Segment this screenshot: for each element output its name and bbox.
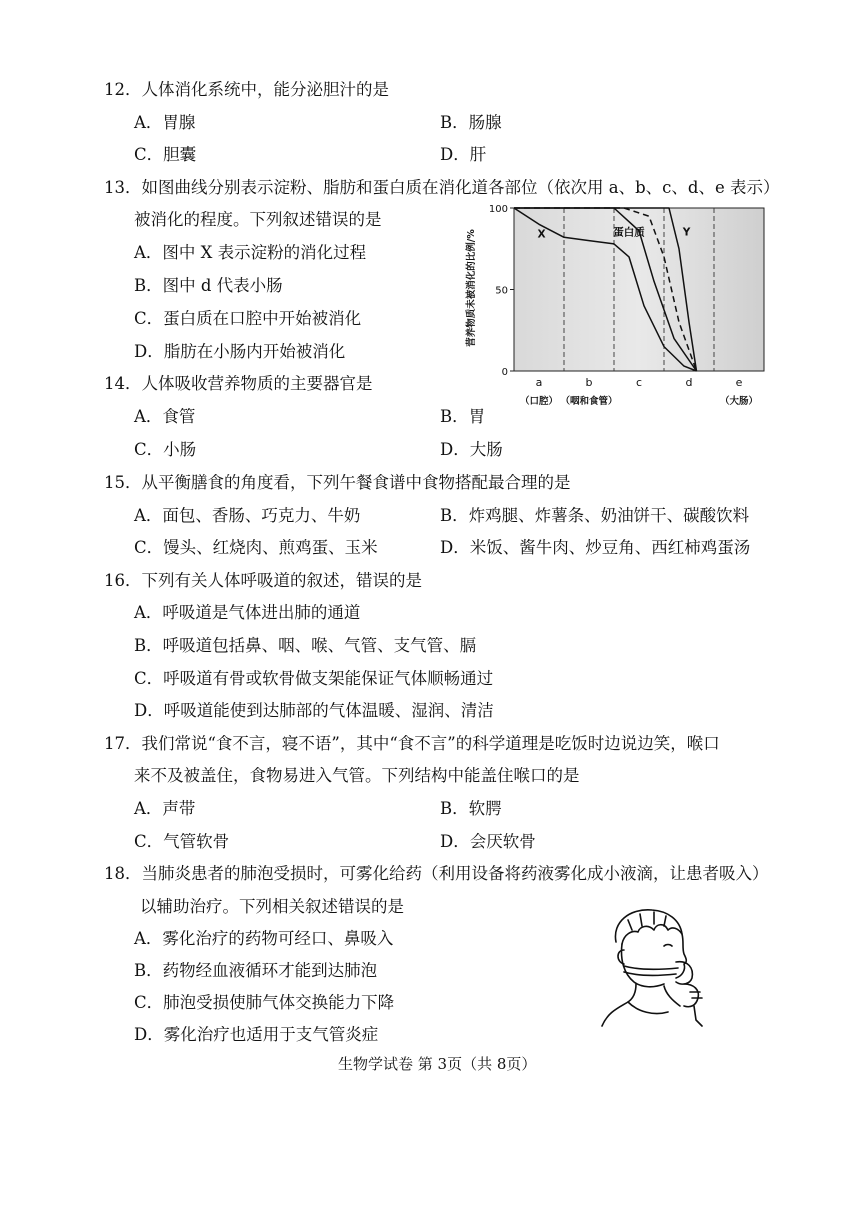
question-14-stem: 14．人体吸收营养物质的主要器官是	[104, 374, 373, 393]
question-17-stem-line1: 17．我们常说“食不言，寝不语”，其中“食不言”的科学道理是吃饭时边说边笑，喉口	[104, 734, 720, 753]
question-15-stem: 15．从平衡膳食的角度看，下列午餐食谱中食物搭配最合理的是	[104, 473, 571, 492]
y-tick-label: 0	[501, 367, 508, 378]
question-12-stem: 12．人体消化系统中，能分泌胆汁的是	[104, 80, 389, 99]
question-17-option-c[interactable]: C．气管软骨	[134, 832, 230, 851]
question-18-stem-line2: 以辅助治疗。下列相关叙述错误的是	[140, 897, 404, 916]
region-label: （咽和食管）	[560, 396, 618, 407]
question-14-option-d[interactable]: D．大肠	[440, 440, 503, 459]
question-18-option-a[interactable]: A．雾化治疗的药物可经口、鼻吸入	[134, 929, 394, 948]
question-13-option-d[interactable]: D．脂肪在小肠内开始被消化	[134, 342, 346, 361]
question-16-option-c[interactable]: C．呼吸道有骨或软骨做支架能保证气体顺畅通过	[134, 669, 494, 688]
question-15-option-d[interactable]: D．米饭、酱牛肉、炒豆角、西红柿鸡蛋汤	[440, 538, 751, 557]
page-footer: 生物学试卷 第 3页（共 8页）	[338, 1055, 537, 1073]
question-16-stem: 16．下列有关人体呼吸道的叙述，错误的是	[104, 571, 422, 590]
question-18-option-c[interactable]: C．肺泡受损使肺气体交换能力下降	[134, 993, 395, 1012]
nebulizer-child-illustration	[598, 900, 728, 1030]
question-17-stem-line2: 来不及被盖住，食物易进入气管。下列结构中能盖住喉口的是	[134, 766, 580, 785]
question-15-option-a[interactable]: A．面包、香肠、巧克力、牛奶	[134, 506, 361, 525]
region-label: （大肠）	[719, 396, 759, 407]
question-15-option-b[interactable]: B．炸鸡腿、炸薯条、奶油饼干、碳酸饮料	[440, 506, 750, 525]
category-label: c	[635, 376, 643, 389]
question-17-option-a[interactable]: A．声带	[134, 799, 196, 818]
question-12-option-a[interactable]: A．胃腺	[134, 113, 196, 132]
question-16-option-d[interactable]: D．呼吸道能使到达肺部的气体温暖、湿润、清洁	[134, 701, 494, 720]
question-17-option-d[interactable]: D．会厌软骨	[440, 832, 536, 851]
question-16-option-a[interactable]: A．呼吸道是气体进出肺的通道	[134, 603, 361, 622]
question-14-option-b[interactable]: B．胃	[440, 407, 486, 426]
question-12-option-c[interactable]: C．胆囊	[134, 145, 197, 164]
category-label: a	[535, 376, 543, 389]
question-16-option-b[interactable]: B．呼吸道包括鼻、咽、喉、气管、支气管、膈	[134, 636, 477, 655]
category-label: b	[585, 376, 593, 389]
y-tick-label: 100	[488, 204, 508, 215]
question-18-option-d[interactable]: D．雾化治疗也适用于支气管炎症	[134, 1025, 379, 1044]
question-18-option-b[interactable]: B．药物经血液循环才能到达肺泡	[134, 961, 378, 980]
curve-label: 蛋白质	[613, 226, 645, 239]
y-axis-label: 营养物质未被消化的比例/%	[466, 229, 477, 347]
question-13-option-c[interactable]: C．蛋白质在口腔中开始被消化	[134, 309, 362, 328]
curve-label: Y	[682, 226, 691, 239]
question-14-option-a[interactable]: A．食管	[134, 407, 196, 426]
question-17-option-b[interactable]: B．软腭	[440, 799, 502, 818]
region-label: （口腔）	[519, 396, 559, 407]
category-label: d	[685, 376, 693, 389]
category-label: e	[735, 376, 743, 389]
curve-label: X	[537, 228, 546, 241]
question-13-stem-line1: 13．如图曲线分别表示淀粉、脂肪和蛋白质在消化道各部位（依次用 a、b、c、d、e 表示）	[104, 178, 780, 197]
y-tick-label: 50	[495, 285, 508, 297]
question-15-option-c[interactable]: C．馒头、红烧肉、煎鸡蛋、玉米	[134, 538, 378, 557]
question-13-option-a[interactable]: A．图中 X 表示淀粉的消化过程	[134, 243, 367, 262]
question-13-stem-line2: 被消化的程度。下列叙述错误的是	[134, 210, 382, 229]
question-14-option-c[interactable]: C．小肠	[134, 440, 197, 459]
question-12-option-b[interactable]: B．肠腺	[440, 113, 502, 132]
digestion-chart	[460, 196, 770, 412]
question-18-stem-line1: 18．当肺炎患者的肺泡受损时，可雾化给药（利用设备将药液雾化成小液滴，让患者吸入）	[104, 864, 769, 883]
question-12-option-d[interactable]: D．肝	[440, 145, 487, 164]
question-13-option-b[interactable]: B．图中 d 代表小肠	[134, 276, 283, 295]
